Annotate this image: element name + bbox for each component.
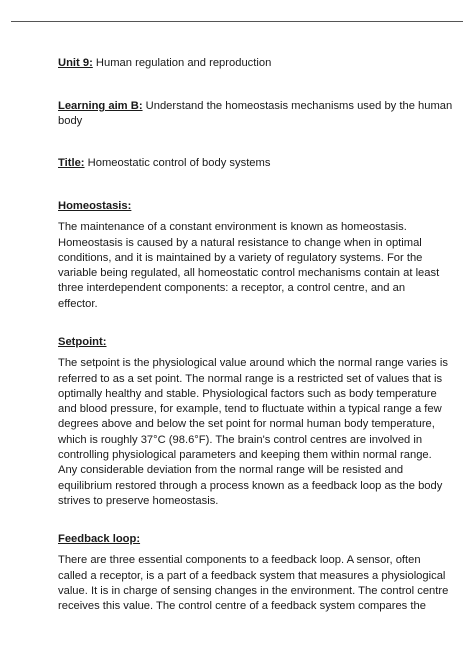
- unit-label: Unit 9:: [58, 57, 93, 69]
- title-label: Title:: [58, 157, 85, 169]
- homeostasis-section: [58, 199, 439, 312]
- feedback-section: [58, 532, 448, 614]
- aim-label: Learning aim B:: [58, 100, 143, 112]
- aim-text-1: Understand the homeostasis mechanisms used by the human: [142, 100, 453, 112]
- setpoint-line: The setpoint is the physiological value around which the normal range varies is: [58, 357, 448, 370]
- homeostasis-line: conditions, and it is maintained by a variety of regulatory systems. For the: [58, 251, 423, 264]
- homeostasis-line: three interdependent components: a receptor, a control centre, and an: [58, 282, 406, 295]
- aim-line-2: body: [58, 115, 83, 128]
- header-rule: [11, 21, 463, 22]
- feedback-line: There are three essential components to a feedback loop. A sensor, often: [58, 554, 421, 567]
- homeostasis-line: The maintenance of a constant environment is known as homeostasis.: [58, 221, 407, 234]
- setpoint-line: optimally healthy and stable. Physiological factors such as body temperature: [58, 387, 437, 400]
- homeostasis-heading: Homeostasis:: [58, 200, 132, 212]
- aim-block: [58, 99, 452, 130]
- unit-text: Human regulation and reproduction: [92, 57, 272, 69]
- setpoint-line: strives to preserve homeostasis.: [58, 494, 219, 507]
- homeostasis-line: Homeostasis is caused by a natural resistance to change when in optimal: [58, 236, 422, 249]
- title-line: [58, 156, 270, 171]
- feedback-line: value. It is in charge of sensing changes in the environment. The control centre: [58, 584, 449, 597]
- setpoint-line: Any considerable deviation from the normal range will be resisted and: [58, 464, 404, 477]
- setpoint-line: which is roughly 37°C (98.6°F). The brain's control centres are involved in: [58, 433, 423, 446]
- homeostasis-line: effector.: [58, 297, 98, 310]
- homeostasis-line: variable being regulated, all homeostatic control mechanisms contain at least: [58, 267, 440, 280]
- setpoint-line: equilibrium restored through a process known as a feedback loop as the body: [58, 479, 443, 492]
- title-text: Homeostatic control of body systems: [84, 157, 271, 169]
- feedback-line: called a receptor, is a part of a feedback system that measures a physiological: [58, 569, 446, 582]
- setpoint-line: controlling physiological parameters and keeping them within normal range.: [58, 449, 432, 462]
- setpoint-line: referred to as a set point. The normal range is a restricted set of values that is: [58, 372, 443, 385]
- unit-line: [58, 56, 271, 71]
- feedback-heading: Feedback loop:: [58, 533, 141, 545]
- setpoint-line: and blood pressure, for example, tend to fluctuate within a typical range a few: [58, 403, 442, 416]
- feedback-line: receives this value. The control centre of a feedback system compares the: [58, 600, 426, 613]
- setpoint-section: [58, 335, 448, 509]
- setpoint-line: degrees above and below the set point for normal human body temperature,: [58, 418, 435, 431]
- aim-line-1: [58, 99, 452, 114]
- setpoint-heading: Setpoint:: [58, 336, 107, 348]
